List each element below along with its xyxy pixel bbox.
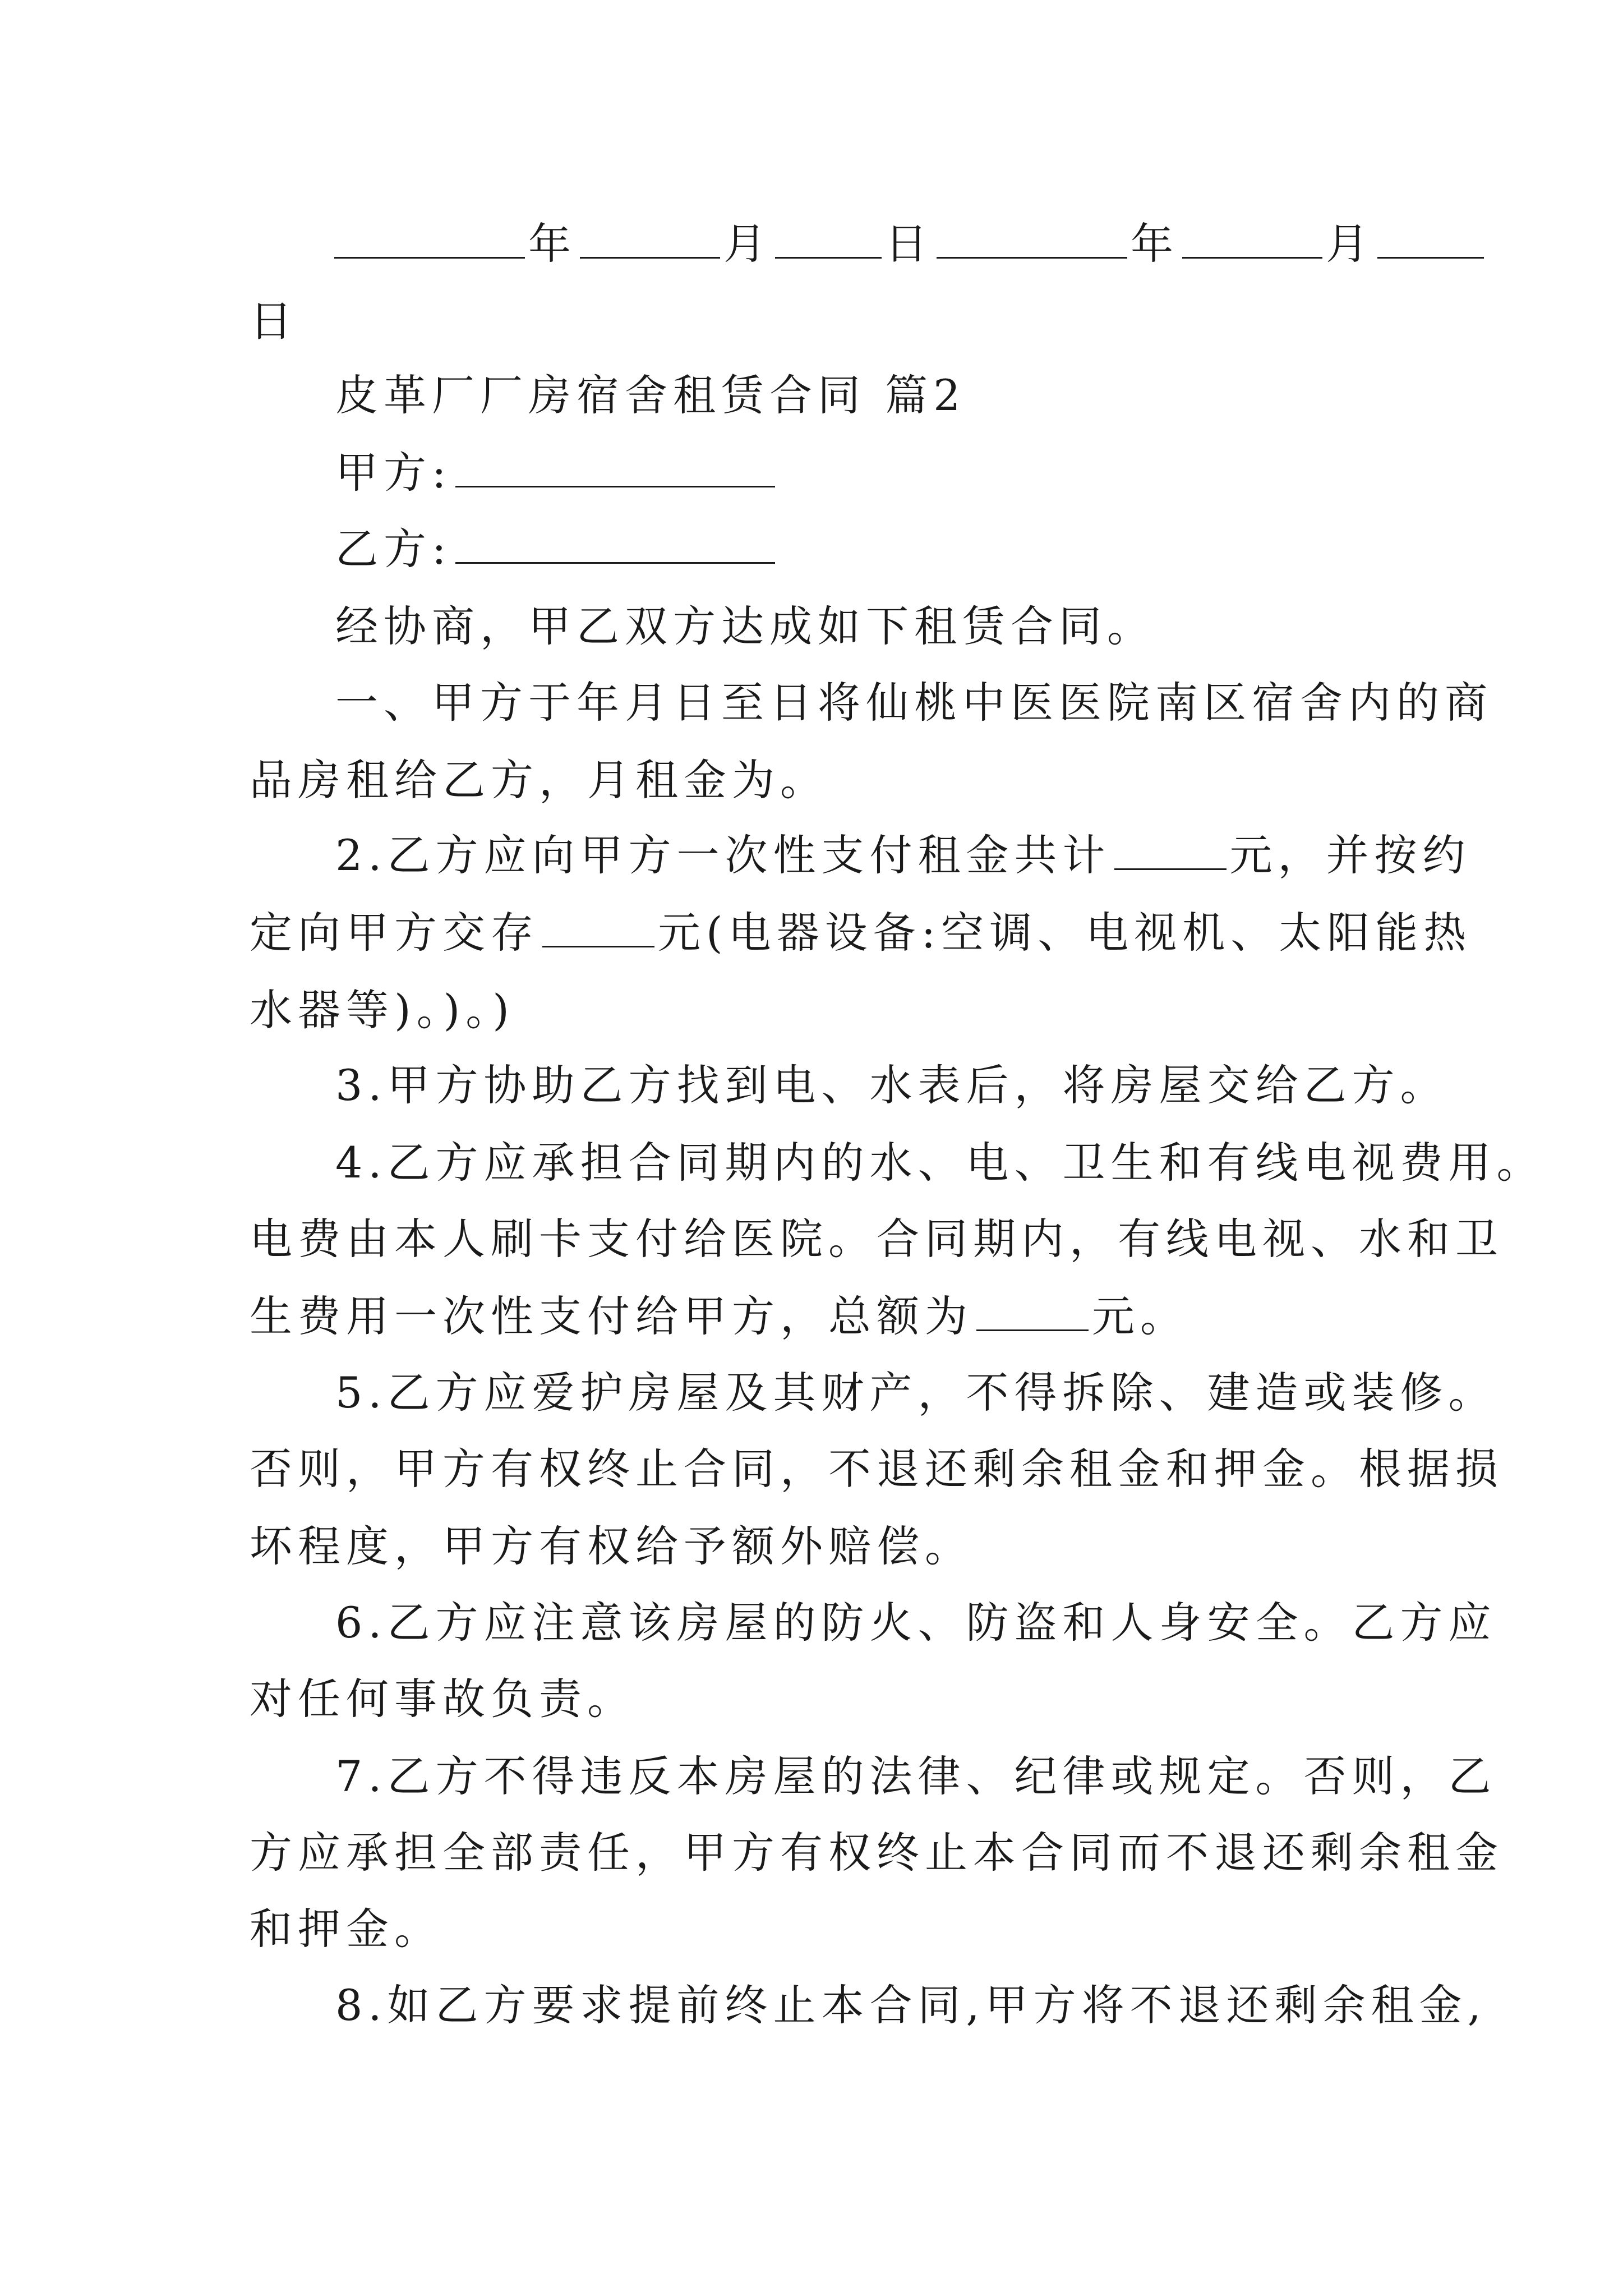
item2-line2 bbox=[250, 902, 1623, 964]
party-a-label: 甲方: bbox=[335, 448, 452, 498]
item4-line3-text-a: 生费用一次性支付给甲方，总额为 bbox=[250, 1291, 973, 1341]
item2-line2-text-b: 元(电器设备:空调、电视机、太阳能热 bbox=[658, 908, 1472, 958]
item4-line3 bbox=[250, 1286, 1623, 1347]
blank-year1 bbox=[334, 218, 525, 259]
year2-label: 年 bbox=[1131, 219, 1179, 269]
item1-line1: 一、甲方于年月日至日将仙桃中医医院南区宿舍内的商 bbox=[335, 678, 1493, 728]
item4-total-blank bbox=[976, 1290, 1089, 1331]
party-b-blank bbox=[455, 523, 775, 564]
item3-line: 3.甲方协助乙方找到电、水表后，将房屋交给乙方。 bbox=[335, 1060, 1449, 1110]
item2-line3: 水器等)。)。) bbox=[250, 985, 515, 1035]
blank-day2 bbox=[1377, 218, 1484, 259]
blank-year2 bbox=[937, 218, 1127, 259]
item5-line2: 否则，甲方有权终止合同，不退还剩余租金和押金。根据损 bbox=[250, 1444, 1504, 1494]
date-line bbox=[331, 213, 1623, 275]
year1-label: 年 bbox=[528, 219, 577, 269]
item2-line1 bbox=[335, 825, 1623, 886]
item5-line3: 坏程度，甲方有权给予额外赔偿。 bbox=[250, 1521, 973, 1571]
party-a-blank bbox=[455, 447, 775, 487]
item7-line3: 和押金。 bbox=[250, 1904, 442, 1954]
blank-day1 bbox=[775, 218, 882, 259]
intro-paragraph: 经协商，甲乙双方达成如下租赁合同。 bbox=[335, 601, 1155, 651]
document-title: 皮革厂厂房宿舍租赁合同 篇2 bbox=[335, 370, 966, 420]
item2-rent-blank bbox=[1114, 829, 1227, 870]
month2-label: 月 bbox=[1326, 219, 1374, 269]
item2-line1-text-a: 2.乙方应向甲方一次性支付租金共计 bbox=[335, 830, 1111, 880]
blank-month1 bbox=[580, 218, 720, 259]
party-a-line bbox=[335, 442, 1623, 504]
item1-line2: 品房租给乙方，月租金为。 bbox=[250, 755, 828, 805]
item7-line1: 7.乙方不得违反本房屋的法律、纪律或规定。否则，乙 bbox=[335, 1751, 1497, 1801]
item6-line2: 对任何事故负责。 bbox=[250, 1674, 635, 1724]
month1-label: 月 bbox=[723, 219, 772, 269]
item5-line1: 5.乙方应爱护房屋及其财产，不得拆除、建造或装修。 bbox=[335, 1368, 1497, 1418]
item4-line1: 4.乙方应承担合同期内的水、电、卫生和有线电视费用。 bbox=[335, 1138, 1545, 1188]
item6-line1: 6.乙方应注意该房屋的防火、防盗和人身安全。乙方应 bbox=[335, 1598, 1497, 1648]
item7-line2: 方应承担全部责任，甲方有权终止本合同而不退还剩余租金 bbox=[250, 1828, 1504, 1878]
party-b-label: 乙方: bbox=[335, 524, 452, 574]
blank-month2 bbox=[1182, 218, 1322, 259]
day2-label: 日 bbox=[250, 296, 298, 346]
party-b-line bbox=[335, 518, 1623, 580]
day1-label: 日 bbox=[885, 219, 933, 269]
item4-line2: 电费由本人刷卡支付给医院。合同期内，有线电视、水和卫 bbox=[250, 1214, 1504, 1264]
item2-line1-text-b: 元，并按约 bbox=[1229, 830, 1471, 880]
item4-line3-text-b: 元。 bbox=[1092, 1291, 1188, 1341]
item2-deposit-blank bbox=[542, 907, 654, 947]
item8-line1: 8.如乙方要求提前终止本合同,甲方将不退还剩余租金, bbox=[335, 1980, 1487, 2030]
item2-line2-text-a: 定向甲方交存 bbox=[250, 908, 539, 958]
